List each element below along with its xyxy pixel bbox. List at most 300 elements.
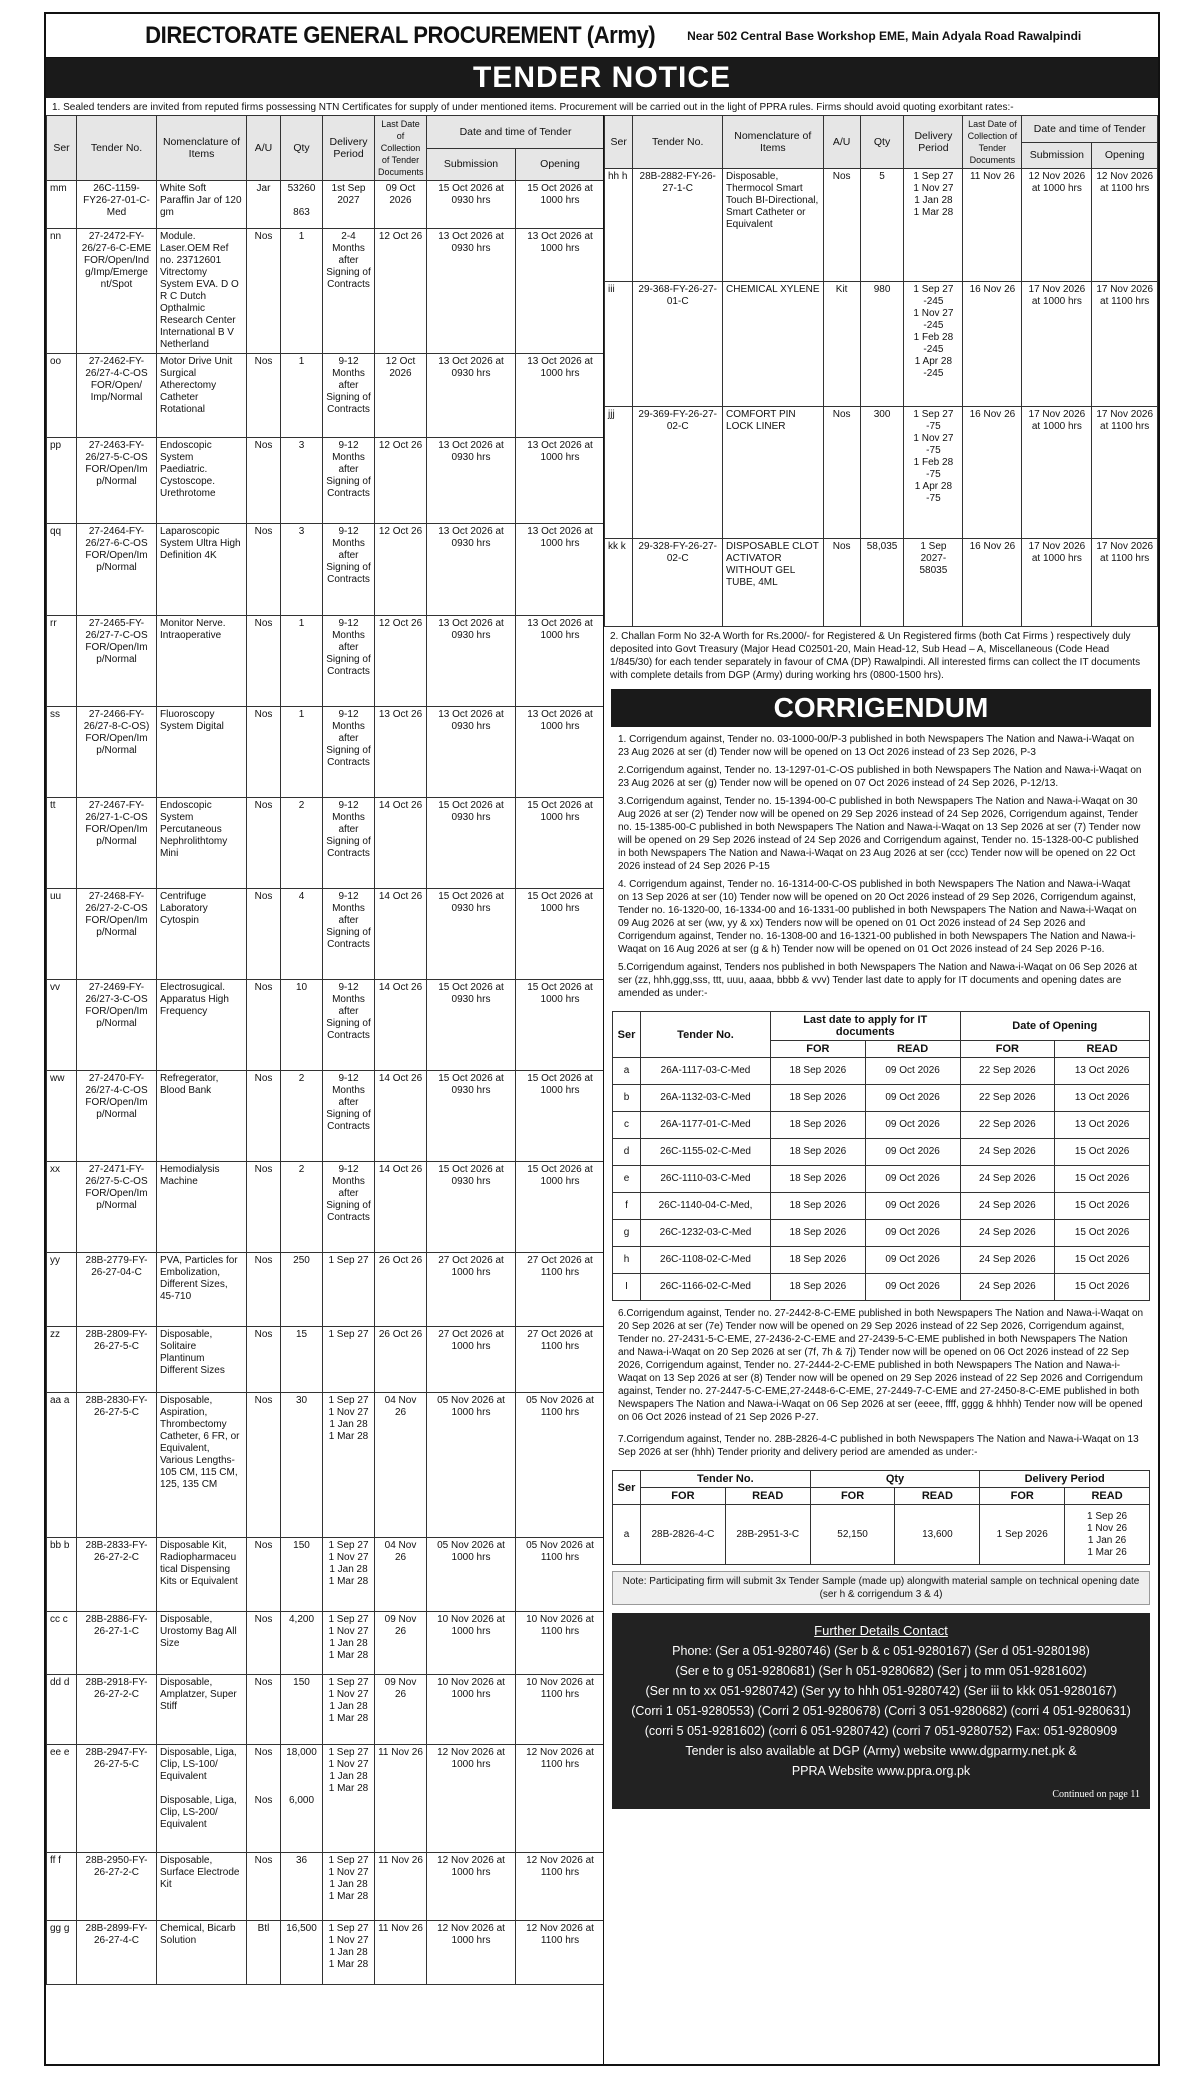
table-row [613,1193,1150,1220]
c7-tender-read: 28B-2951-3-C [725,1505,810,1565]
row-opening: 15 Oct 2026 at 1000 hrs [516,181,605,229]
tender-notice-page [44,12,1160,2066]
row-item: PVA, Particles for Embolization, Different Sizes, 45-710 [157,1253,247,1327]
row-qty: 2 [281,1071,323,1162]
row-au: Nos [247,1327,281,1393]
c5-cell-o-read: 15 Oct 2026 [1055,1193,1150,1220]
table-row [605,169,1158,282]
row-au: Nos [247,1538,281,1612]
c7-qty-read: 13,600 [895,1505,980,1565]
row-tender-no: 27-2465-FY-26/27-7-C-OS FOR/Open/Im p/Normal [77,616,157,707]
row-item: CHEMICAL XYLENE [723,282,824,407]
row-qty: 2 [281,1162,323,1253]
table-row [47,889,605,980]
corrigendum-para-6 [604,1305,1158,1431]
corrigendum-7-table [612,1470,1150,1565]
row-au: Nos Nos [247,1745,281,1853]
row-last-date: 12 Oct 26 [375,229,427,354]
row-item: Motor Drive Unit Surgical Atherectomy Catheter Rotational [157,354,247,438]
row-ser: yy [47,1253,77,1327]
row-delivery: 1 Sep 27 [323,1253,375,1327]
table-row [613,1085,1150,1112]
th-date-time: Date and time of Tender [427,116,605,149]
row-au: Nos [247,1612,281,1675]
c7-th-tender: Tender No. [641,1471,811,1488]
row-last-date: 12 Oct 26 [375,524,427,616]
th-submission: Submission [1022,142,1092,169]
row-qty: 58,035 [860,539,904,627]
row-opening: 13 Oct 2026 at 1000 hrs [516,354,605,438]
row-opening: 12 Nov 2026 at 1100 hrs [1092,169,1158,282]
row-ser: xx [47,1162,77,1253]
row-au: Nos [247,1253,281,1327]
row-opening: 10 Nov 2026 at 1100 hrs [516,1612,605,1675]
row-ser: pp [47,438,77,524]
row-tender-no: 27-2462-FY-26/27-4-C-OS FOR/Open/ Imp/Normal [77,354,157,438]
row-item: Fluoroscopy System Digital [157,707,247,798]
c5-cell-l-for: 18 Sep 2026 [771,1139,866,1166]
corrigendum-title: CORRIGENDUM [611,689,1151,727]
table-row [47,229,605,354]
c5-cell-l-for: 18 Sep 2026 [771,1220,866,1247]
c5-cell-o-read: 13 Oct 2026 [1055,1112,1150,1139]
table-row [613,1274,1150,1301]
row-last-date: 14 Oct 26 [375,1162,427,1253]
c5-cell-o-read: 13 Oct 2026 [1055,1058,1150,1085]
tender-table-left [46,115,604,1985]
row-submission: 13 Oct 2026 at 0930 hrs [427,616,516,707]
para-7-text: 7.Corrigendum against, Tender no. 28B-2826-4-C published in both Newspapers The Nation and Nawa-i-Waqat on 13 Sep 2026 at ser (hhh) Tender priority and delivery period are amended as under:- [618,1434,1139,1458]
row-ser: uu [47,889,77,980]
row-au: Nos [247,616,281,707]
row-tender-no: 27-2463-FY-26/27-5-C-OS FOR/Open/Im p/Normal [77,438,157,524]
row-item: Refregerator, Blood Bank [157,1071,247,1162]
intro-text: 1. Sealed tenders are invited from reputed firms possessing NTN Certificates for supply of under mentioned items. Procurement will be carried out in the light of PPRA rules. Firms should avoid quoting exorbitant rates:- [46,98,1158,118]
row-au: Nos [247,1162,281,1253]
row-item: Disposable, Amplatzer, Super Stiff [157,1675,247,1745]
row-qty: 250 [281,1253,323,1327]
table-row [605,539,1158,627]
c5-cell-o-read: 13 Oct 2026 [1055,1085,1150,1112]
row-qty: 4 [281,889,323,980]
row-au: Nos [247,229,281,354]
row-last-date: 14 Oct 26 [375,798,427,889]
c5-cell-l-for: 18 Sep 2026 [771,1274,866,1301]
th-last-date: Last Date of Collection of Tender Documents [963,116,1022,169]
row-submission: 15 Oct 2026 at 0930 hrs [427,1162,516,1253]
row-qty: 3 [281,438,323,524]
c5-th-last: Last date to apply for IT documents [771,1012,961,1041]
row-delivery: 9-12 Months after Signing of Contracts [323,438,375,524]
row-submission: 17 Nov 2026 at 1000 hrs [1022,407,1092,539]
row-delivery: 1 Sep 27 1 Nov 27 1 Jan 28 1 Mar 28 [323,1853,375,1921]
row-submission: 15 Oct 2026 at 0930 hrs [427,1071,516,1162]
c5-cell-l-read: 09 Oct 2026 [865,1274,960,1301]
row-au: Nos [247,798,281,889]
row-au: Nos [823,539,860,627]
c5-cell-ser: g [613,1220,641,1247]
row-tender-no: 27-2469-FY-26/27-3-C-OS FOR/Open/Im p/Normal [77,980,157,1071]
row-opening: 27 Oct 2026 at 1100 hrs [516,1327,605,1393]
row-opening: 15 Oct 2026 at 1000 hrs [516,1162,605,1253]
row-ser: hh h [605,169,633,282]
table-row [47,980,605,1071]
row-tender-no: 28B-2886-FY-26-27-1-C [77,1612,157,1675]
row-item: Monitor Nerve. Intraoperative [157,616,247,707]
row-delivery: 1 Sep 27 -245 1 Nov 27 -245 1 Feb 28 -245 1 Apr 28 -245 [904,282,963,407]
row-submission: 12 Nov 2026 at 1000 hrs [427,1921,516,1985]
c7-th-qty: Qty [810,1471,980,1488]
row-tender-no: 28B-2779-FY-26-27-04-C [77,1253,157,1327]
row-last-date: 11 Nov 26 [375,1921,427,1985]
row-item: White Soft Paraffin Jar of 120 gm [157,181,247,229]
para-6-text: 6.Corrigendum against, Tender no. 27-2442-8-C-EME published in both Newspapers The Nation and Nawa-i-Waqat on 20 Sep 2026 at ser (7e) Tender now will be opened on 29 Sep 2026 instead of 22 Sep 2026, Corrigendum against, Tender no. 27-2431-5-C-EME, 27-2436-2-C-EME and 27-2439-5-C-EME published in both Newspapers The Nation and Nawa-i-Waqat on 20 Sep 2026 at ser (7f, 7h & 7j) Tender now will be opened on 06 Oct 2026 instead of 22 Sep 2026, Corrigendum against, Tender no. 27-2444-2-C-EME published in both Newspapers The Nation and Nawa-i-Waqat on 13 Sep 2026 at ser (8) Tender now will be opened on 29 Sep 2026 instead of 22 Sep 2026 and Corrigendum against, Tender no. 27-2447-5-C-EME,27-2448-6-C-EME, 27-2449-7-C-EME and 27-2450-8-C-EME published in both Newspapers The Nation and Nawa-i-Waqat on 06 Sep 2026 at ser (eeee, ffff, gggg & hhhh) Tender now will be opened on 06 Oct 2026 instead of 21 Sep 2026 P-27. [618,1308,1144,1423]
row-item: Electrosugical. Apparatus High Frequency [157,980,247,1071]
row-submission: 13 Oct 2026 at 0930 hrs [427,354,516,438]
row-ser: ee e [47,1745,77,1853]
c5-cell-o-for: 24 Sep 2026 [960,1247,1055,1274]
row-delivery: 9-12 Months after Signing of Contracts [323,707,375,798]
row-ser: rr [47,616,77,707]
row-item: Disposable, Thermocol Smart Touch BI-Directional, Smart Catheter or Equivalent [723,169,824,282]
row-tender-no: 29-368-FY-26-27-01-C [633,282,723,407]
row-opening: 05 Nov 2026 at 1100 hrs [516,1393,605,1538]
row-tender-no: 28B-2833-FY-26-27-2-C [77,1538,157,1612]
corrigendum-para-7 [604,1431,1158,1466]
th-tender-no: Tender No. [77,116,157,181]
org-address: Near 502 Central Base Workshop EME, Main Adyala Road Rawalpindi [687,28,1082,43]
row-tender-no: 28B-2899-FY-26-27-4-C [77,1921,157,1985]
row-opening: 12 Nov 2026 at 1100 hrs [516,1853,605,1921]
right-column [604,115,1158,2064]
c5-cell-l-read: 09 Oct 2026 [865,1247,960,1274]
table-row [47,354,605,438]
contact-line: Phone: (Ser a 051-9280746) (Ser b & c 051-9280167) (Ser d 051-9280198) [672,1644,1090,1658]
c5-cell-l-for: 18 Sep 2026 [771,1085,866,1112]
row-au: Nos [823,169,860,282]
row-submission: 17 Nov 2026 at 1000 hrs [1022,282,1092,407]
th-qty: Qty [860,116,904,169]
row-item: Disposable, Urostomy Bag All Size [157,1612,247,1675]
row-delivery: 9-12 Months after Signing of Contracts [323,798,375,889]
row-item: Chemical, Bicarb Solution [157,1921,247,1985]
c5-cell-ser: f [613,1193,641,1220]
row-last-date: 12 Oct 26 [375,438,427,524]
row-delivery: 1 Sep 27 1 Nov 27 1 Jan 28 1 Mar 28 [904,169,963,282]
row-au: Nos [247,980,281,1071]
table-row [47,524,605,616]
row-last-date: 11 Nov 26 [375,1853,427,1921]
contact-box [612,1613,1150,1809]
row-submission: 10 Nov 2026 at 1000 hrs [427,1612,516,1675]
c5-cell-l-for: 18 Sep 2026 [771,1112,866,1139]
row-tender-no: 27-2464-FY-26/27-6-C-OS FOR/Open/Im p/Normal [77,524,157,616]
row-au: Nos [247,1393,281,1538]
row-au: Nos [247,1675,281,1745]
table-row [613,1112,1150,1139]
table-row [47,1162,605,1253]
row-item: Disposable, Liga, Clip, LS-100/ Equivalent Disposable, Liga, Clip, LS-200/ Equivalent [157,1745,247,1853]
th-date-time: Date and time of Tender [1022,116,1158,143]
corrigendum-paragraph: 4. Corrigendum against, Tender no. 16-1314-00-C-OS published in both Newspapers The Nation and Nawa-i-Waqat on 13 Sep 2026 at ser (10) Tender now will be opened on 20 Oct 2026 instead of 29 Sep 2026, Corrigendum against, Tender no. 16-1320-00, 16-1334-00 and 16-1331-00 published in both Newspapers The Nation and Nawa-i-Waqat on 09 Aug 2026 at ser (ww, yy & xx) Tenders now will be opened on 01 Oct 2026 instead of 24 Sep 2026 and Corrigendum against, Tender no. 16-1308-00 and 16-1321-00 published in both Newspapers The Nation and Nawa-i-Waqat on 16 Aug 2026 at ser (g & h) Tender now will be opened on 01 Oct 2026 instead of 24 Sep 2026 P-16. [618,879,1137,955]
row-ser: nn [47,229,77,354]
c5-cell-o-for: 24 Sep 2026 [960,1139,1055,1166]
row-au: Nos [247,524,281,616]
row-item: Disposable Kit, Radiopharmaceu tical Dispensing Kits or Equivalent [157,1538,247,1612]
th-nomenclature: Nomenclature of Items [723,116,824,169]
contact-title: Further Details Contact [814,1623,948,1638]
c5-th-tender: Tender No. [641,1012,771,1058]
c5-cell-o-for: 22 Sep 2026 [960,1058,1055,1085]
row-qty: 18,000 6,000 [281,1745,323,1853]
c5-cell-l-for: 18 Sep 2026 [771,1193,866,1220]
row-opening: 12 Nov 2026 at 1100 hrs [516,1921,605,1985]
c5-cell-tender: 26C-1232-03-C-Med [641,1220,771,1247]
row-au: Kit [823,282,860,407]
row-au: Nos [247,1071,281,1162]
c5-cell-tender: 26C-1110-03-C-Med [641,1166,771,1193]
row-delivery: 1 Sep 27 1 Nov 27 1 Jan 28 1 Mar 28 [323,1921,375,1985]
c5-cell-ser: d [613,1139,641,1166]
c5-cell-tender: 26C-1140-04-C-Med, [641,1193,771,1220]
contact-line: (Ser e to g 051-9280681) (Ser h 051-9280682) (Ser j to mm 051-9281602) [675,1664,1087,1678]
row-qty: 30 [281,1393,323,1538]
row-qty: 4,200 [281,1612,323,1675]
row-ser: ww [47,1071,77,1162]
row-ser: cc c [47,1612,77,1675]
c7-delivery-read: 1 Sep 26 1 Nov 26 1 Jan 26 1 Mar 26 [1065,1505,1150,1565]
table-row [47,707,605,798]
row-au: Nos [247,354,281,438]
c5-cell-o-for: 24 Sep 2026 [960,1274,1055,1301]
c7-th-for: FOR [980,1488,1065,1505]
table-row [613,1058,1150,1085]
sample-note: Note: Participating firm will submit 3x Tender Sample (made up) alongwith material sample on technical opening date (ser h & corrigendum 3 & 4) [612,1571,1150,1605]
c7-th-read: READ [725,1488,810,1505]
row-tender-no: 27-2468-FY-26/27-2-C-OS FOR/Open/Im p/Normal [77,889,157,980]
c5-cell-o-for: 22 Sep 2026 [960,1112,1055,1139]
contact-line: (Ser nn to xx 051-9280742) (Ser yy to hhh 051-9280742) (Ser iii to kkk 051-9280167) [645,1684,1117,1698]
table-row [613,1247,1150,1274]
table-row [47,616,605,707]
table-row [47,1675,605,1745]
row-tender-no: 28B-2918-FY-26-27-2-C [77,1675,157,1745]
left-column [46,115,604,2064]
row-opening: 15 Oct 2026 at 1000 hrs [516,889,605,980]
row-ser: aa a [47,1393,77,1538]
c5-th-for: FOR [960,1041,1055,1058]
row-au: Nos [247,889,281,980]
row-qty: 53260 863 [281,181,323,229]
row-qty: 2 [281,798,323,889]
row-opening: 15 Oct 2026 at 1000 hrs [516,798,605,889]
header [46,14,1158,58]
row-tender-no: 27-2472-FY-26/27-6-C-EME FOR/Open/Ind g/Imp/Emerge nt/Spot [77,229,157,354]
row-delivery: 1 Sep 27 1 Nov 27 1 Jan 28 1 Mar 28 [323,1745,375,1853]
row-submission: 13 Oct 2026 at 0930 hrs [427,707,516,798]
c5-cell-o-read: 15 Oct 2026 [1055,1274,1150,1301]
c5-th-ser: Ser [613,1012,641,1058]
row-last-date: 16 Nov 26 [963,407,1022,539]
corrigendum-paragraph: 3.Corrigendum against, Tender no. 15-1394-00-C published in both Newspapers The Nation and Nawa-i-Waqat on 30 Aug 2026 at ser (2) Tender now will be opened on 29 Sep 2026 instead of 24 Sep 2026, Corrigendum against, Tender no. 15-1385-00-C published in both Newspapers The Nation and Nawa-i-Waqat on 13 Sep 2026 at ser (7) Tender now will be opened on 29 Sep 2026 instead of 24 Sep 2026 and Corrigendum against, Tender no. 15-1328-00-C published in both Newspapers The Nation and Nawa-i-Waqat on 23 Aug 2026 at ser (ccc) Tender now will be opened on 22 Oct 2026 instead of 24 Sep 2026 P-15 [618,796,1141,872]
row-opening: 13 Oct 2026 at 1000 hrs [516,229,605,354]
row-item: Disposable, Aspiration, Thrombectomy Catheter, 6 FR, or Equivalent, Various Lengths-105 CM, 115 CM, 125, 135 CM [157,1393,247,1538]
table-row [605,407,1158,539]
corrigendum-paragraphs [604,731,1158,1007]
row-ser: oo [47,354,77,438]
row-qty: 150 [281,1538,323,1612]
c5-cell-ser: b [613,1085,641,1112]
row-qty: 15 [281,1327,323,1393]
c7-th-delivery: Delivery Period [980,1471,1150,1488]
row-last-date: 26 Oct 26 [375,1253,427,1327]
c7-th-read: READ [895,1488,980,1505]
row-delivery: 1 Sep 27 1 Nov 27 1 Jan 28 1 Mar 28 [323,1538,375,1612]
c5-cell-o-read: 15 Oct 2026 [1055,1166,1150,1193]
table-row [47,1538,605,1612]
row-item: Hemodialysis Machine [157,1162,247,1253]
row-opening: 12 Nov 2026 at 1100 hrs [516,1745,605,1853]
row-ser: qq [47,524,77,616]
c5-cell-l-read: 09 Oct 2026 [865,1085,960,1112]
c5-cell-ser: I [613,1274,641,1301]
row-qty: 36 [281,1853,323,1921]
th-delivery: Delivery Period [323,116,375,181]
row-qty: 1 [281,229,323,354]
c7-th-for: FOR [810,1488,895,1505]
c7-th-read: READ [1065,1488,1150,1505]
c7-th-ser: Ser [613,1471,641,1505]
row-submission: 13 Oct 2026 at 0930 hrs [427,229,516,354]
table-row [47,798,605,889]
row-delivery: 9-12 Months after Signing of Contracts [323,889,375,980]
row-ser: ff f [47,1853,77,1921]
row-submission: 15 Oct 2026 at 0930 hrs [427,889,516,980]
row-au: Nos [247,438,281,524]
corrigendum-paragraph: 1. Corrigendum against, Tender no. 03-1000-00/P-3 published in both Newspapers The Nation and Nawa-i-Waqat on 23 Aug 2026 at ser (d) Tender now will be opened on 13 Oct 2026 instead of 23 Sep 2026, P-3 [618,734,1135,758]
row-item: Endoscopic System Paediatric. Cystoscope. Urethrotome [157,438,247,524]
row-item: Laparoscopic System Ultra High Definition 4K [157,524,247,616]
table-row [47,181,605,229]
th-opening: Opening [1092,142,1158,169]
c5-cell-ser: e [613,1166,641,1193]
row-item: Endoscopic System Percutaneous Nephrolithtomy Mini [157,798,247,889]
c5-cell-l-read: 09 Oct 2026 [865,1193,960,1220]
row-opening: 13 Oct 2026 at 1000 hrs [516,616,605,707]
row-delivery: 9-12 Months after Signing of Contracts [323,616,375,707]
c7-qty-for: 52,150 [810,1505,895,1565]
continued-note: Continued on page 11 [1052,1789,1140,1800]
row-submission: 12 Nov 2026 at 1000 hrs [427,1745,516,1853]
th-au: A/U [247,116,281,181]
row-submission: 13 Oct 2026 at 0930 hrs [427,524,516,616]
row-au: Nos [247,707,281,798]
row-tender-no: 27-2467-FY-26/27-1-C-OS FOR/Open/Im p/Normal [77,798,157,889]
row-submission: 15 Oct 2026 at 0930 hrs [427,980,516,1071]
c7-ser: a [613,1505,641,1565]
c5-cell-l-read: 09 Oct 2026 [865,1112,960,1139]
row-opening: 15 Oct 2026 at 1000 hrs [516,980,605,1071]
c5-cell-ser: a [613,1058,641,1085]
row-opening: 13 Oct 2026 at 1000 hrs [516,524,605,616]
row-tender-no: 28B-2882-FY-26-27-1-C [633,169,723,282]
row-ser: gg g [47,1921,77,1985]
row-item: COMFORT PIN LOCK LINER [723,407,824,539]
row-ser: vv [47,980,77,1071]
row-tender-no: 28B-2830-FY-26-27-5-C [77,1393,157,1538]
th-qty: Qty [281,116,323,181]
row-delivery: 9-12 Months after Signing of Contracts [323,524,375,616]
table-row [47,1745,605,1853]
row-delivery: 1 Sep 27 1 Nov 27 1 Jan 28 1 Mar 28 [323,1612,375,1675]
row-last-date: 09 Nov 26 [375,1675,427,1745]
c5-cell-tender: 26A-1177-01-C-Med [641,1112,771,1139]
row-tender-no: 29-369-FY-26-27-02-C [633,407,723,539]
table-row [47,438,605,524]
row-qty: 980 [860,282,904,407]
c5-cell-o-read: 15 Oct 2026 [1055,1247,1150,1274]
row-item: Centrifuge Laboratory Cytospin [157,889,247,980]
row-submission: 27 Oct 2026 at 1000 hrs [427,1327,516,1393]
row-last-date: 14 Oct 26 [375,980,427,1071]
table-row [47,1253,605,1327]
row-delivery: 2-4 Months after Signing of Contracts [323,229,375,354]
row-item: Disposable, Surface Electrode Kit [157,1853,247,1921]
c7-delivery-for: 1 Sep 2026 [980,1505,1065,1565]
c5-cell-l-for: 18 Sep 2026 [771,1247,866,1274]
row-au: Btl [247,1921,281,1985]
row-ser: tt [47,798,77,889]
c5-cell-l-for: 18 Sep 2026 [771,1058,866,1085]
contact-line: Tender is also available at DGP (Army) website www.dgparmy.net.pk & [685,1744,1077,1758]
row-item: Module. Laser.OEM Ref no. 23712601 Vitrectomy System EVA. D O R C Dutch Opthalmic Research Center International B V Netherland [157,229,247,354]
row-ser: jjj [605,407,633,539]
c5-th-opening: Date of Opening [960,1012,1150,1041]
row-item: Disposable, Solitaire Plantinum Different Sizes [157,1327,247,1393]
row-au: Nos [823,407,860,539]
tender-notice-title: TENDER NOTICE [46,58,1158,98]
row-last-date: 12 Oct 26 [375,616,427,707]
row-qty: 16,500 [281,1921,323,1985]
th-au: A/U [823,116,860,169]
row-opening: 17 Nov 2026 at 1100 hrs [1092,539,1158,627]
c5-cell-o-read: 15 Oct 2026 [1055,1139,1150,1166]
row-item: DISPOSABLE CLOT ACTIVATOR WITHOUT GEL TUBE, 4ML [723,539,824,627]
row-submission: 27 Oct 2026 at 1000 hrs [427,1253,516,1327]
table-row [47,1612,605,1675]
th-tender-no: Tender No. [633,116,723,169]
row-delivery: 1 Sep 27 1 Nov 27 1 Jan 28 1 Mar 28 [323,1675,375,1745]
row-last-date: 13 Oct 26 [375,707,427,798]
tender-table-right [604,115,1158,627]
c5-cell-l-for: 18 Sep 2026 [771,1166,866,1193]
row-qty: 1 [281,616,323,707]
th-delivery: Delivery Period [904,116,963,169]
row-opening: 17 Nov 2026 at 1100 hrs [1092,407,1158,539]
c5-cell-l-read: 09 Oct 2026 [865,1058,960,1085]
row-delivery: 9-12 Months after Signing of Contracts [323,354,375,438]
row-last-date: 04 Nov 26 [375,1538,427,1612]
row-au: Jar [247,181,281,229]
row-last-date: 14 Oct 26 [375,1071,427,1162]
row-qty: 1 [281,707,323,798]
th-opening: Opening [516,148,605,181]
row-tender-no: 28B-2950-FY-26-27-2-C [77,1853,157,1921]
th-nomenclature: Nomenclature of Items [157,116,247,181]
c5-cell-o-read: 15 Oct 2026 [1055,1220,1150,1247]
c5-cell-o-for: 24 Sep 2026 [960,1166,1055,1193]
row-opening: 15 Oct 2026 at 1000 hrs [516,1071,605,1162]
